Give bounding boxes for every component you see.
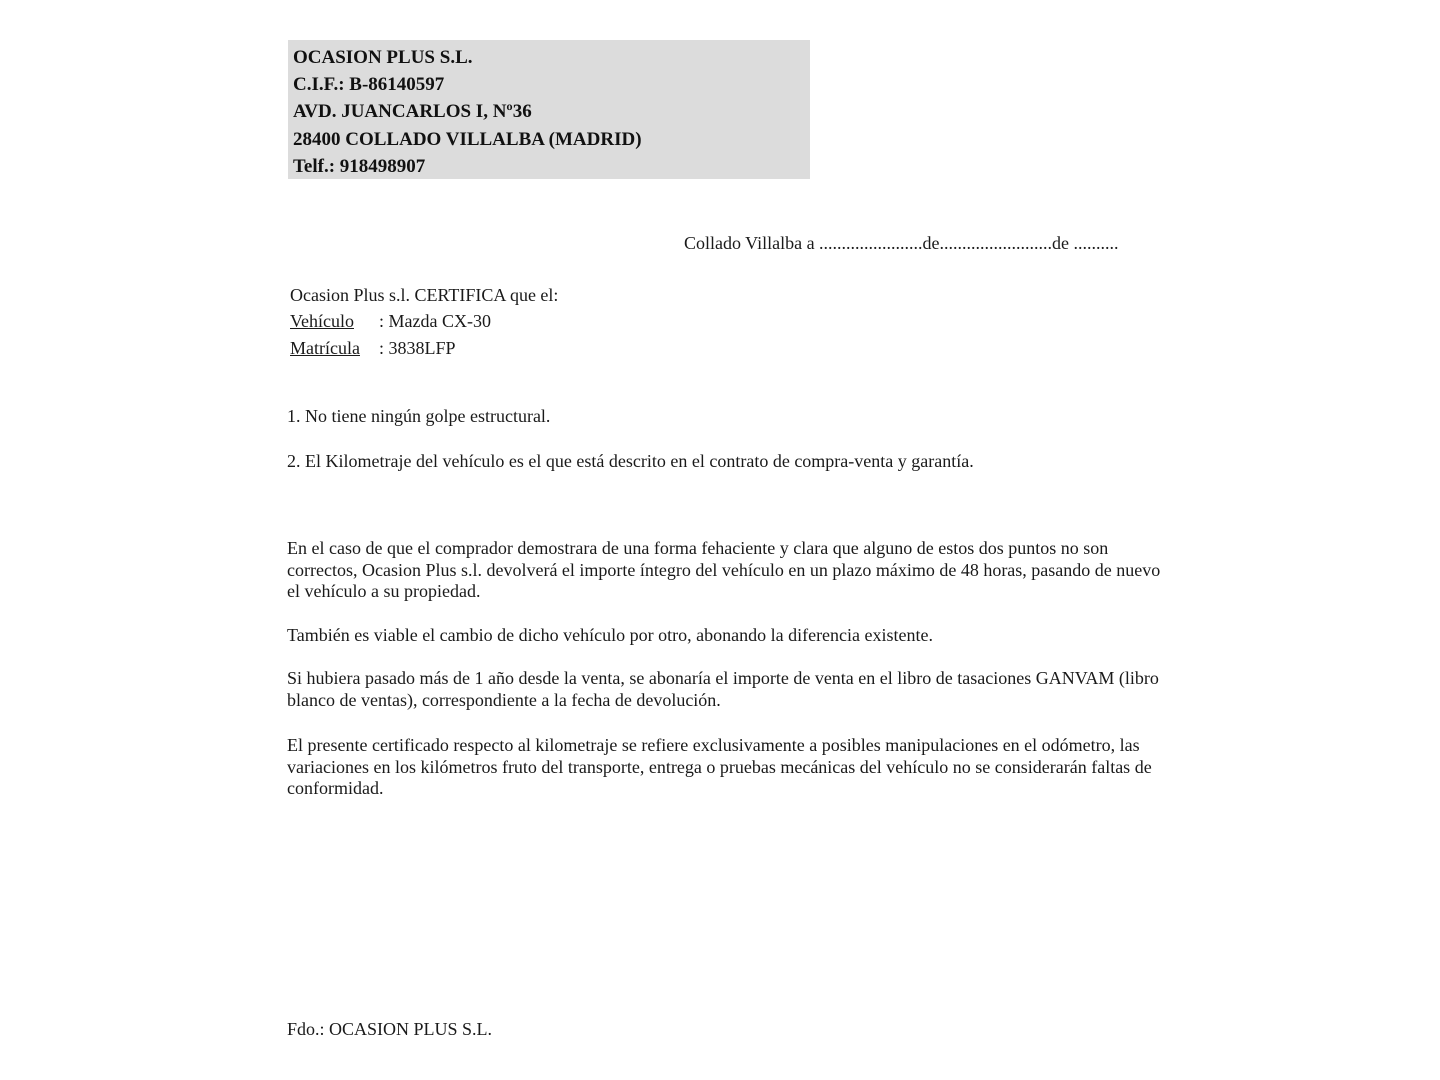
vehicle-field-row: [290, 308, 558, 335]
vehicle-label: Vehículo: [290, 311, 354, 331]
company-phone: Telf.: 918498907: [293, 155, 426, 177]
plate-field-row: [290, 335, 558, 362]
company-city: 28400 COLLADO VILLALBA (MADRID): [293, 128, 642, 150]
certificate-intro: Ocasion Plus s.l. CERTIFICA que el:: [290, 285, 559, 305]
place-date-line: Collado Villalba a .......................de.........................de ..........: [684, 233, 1119, 253]
certificate-block: [290, 282, 558, 362]
company-address: AVD. JUANCARLOS I, Nº36: [293, 101, 532, 123]
company-header-box: [288, 40, 810, 179]
paragraph-ganvam: Si hubiera pasado más de 1 año desde la venta, se abonaría el importe de venta en el libro de tasaciones GANVAM (libro blanco de ventas), correspondiente a la fecha de devolución.: [287, 668, 1159, 710]
signature-line: Fdo.: OCASION PLUS S.L.: [287, 1019, 493, 1039]
plate-value: : 3838LFP: [379, 338, 456, 358]
paragraph-exchange: También es viable el cambio de dicho vehículo por otro, abonando la diferencia existente.: [287, 625, 934, 645]
company-name: OCASION PLUS S.L.: [293, 47, 473, 68]
point-2: 2. El Kilometraje del vehículo es el que está descrito en el contrato de compra-venta y garantía.: [287, 451, 974, 471]
paragraph-refund: En el caso de que el comprador demostrara de una forma fehaciente y clara que alguno de estos dos puntos no son correctos, Ocasion Plus s.l. devolverá el importe íntegro del vehículo en un plazo máximo de 48 horas, pasando de nuevo el vehículo a su propiedad.: [287, 538, 1161, 601]
point-1: 1. No tiene ningún golpe estructural.: [287, 406, 551, 426]
plate-label: Matrícula: [290, 338, 360, 358]
paragraph-odometer: El presente certificado respecto al kilometraje se refiere exclusivamente a posibles manipulaciones en el odómetro, las variaciones en los kilómetros fruto del transporte, entrega o pruebas mecánicas del vehículo no se considerarán faltas de conformidad.: [287, 735, 1152, 798]
company-cif: C.I.F.: B-86140597: [293, 74, 445, 96]
vehicle-value: : Mazda CX-30: [379, 311, 491, 331]
